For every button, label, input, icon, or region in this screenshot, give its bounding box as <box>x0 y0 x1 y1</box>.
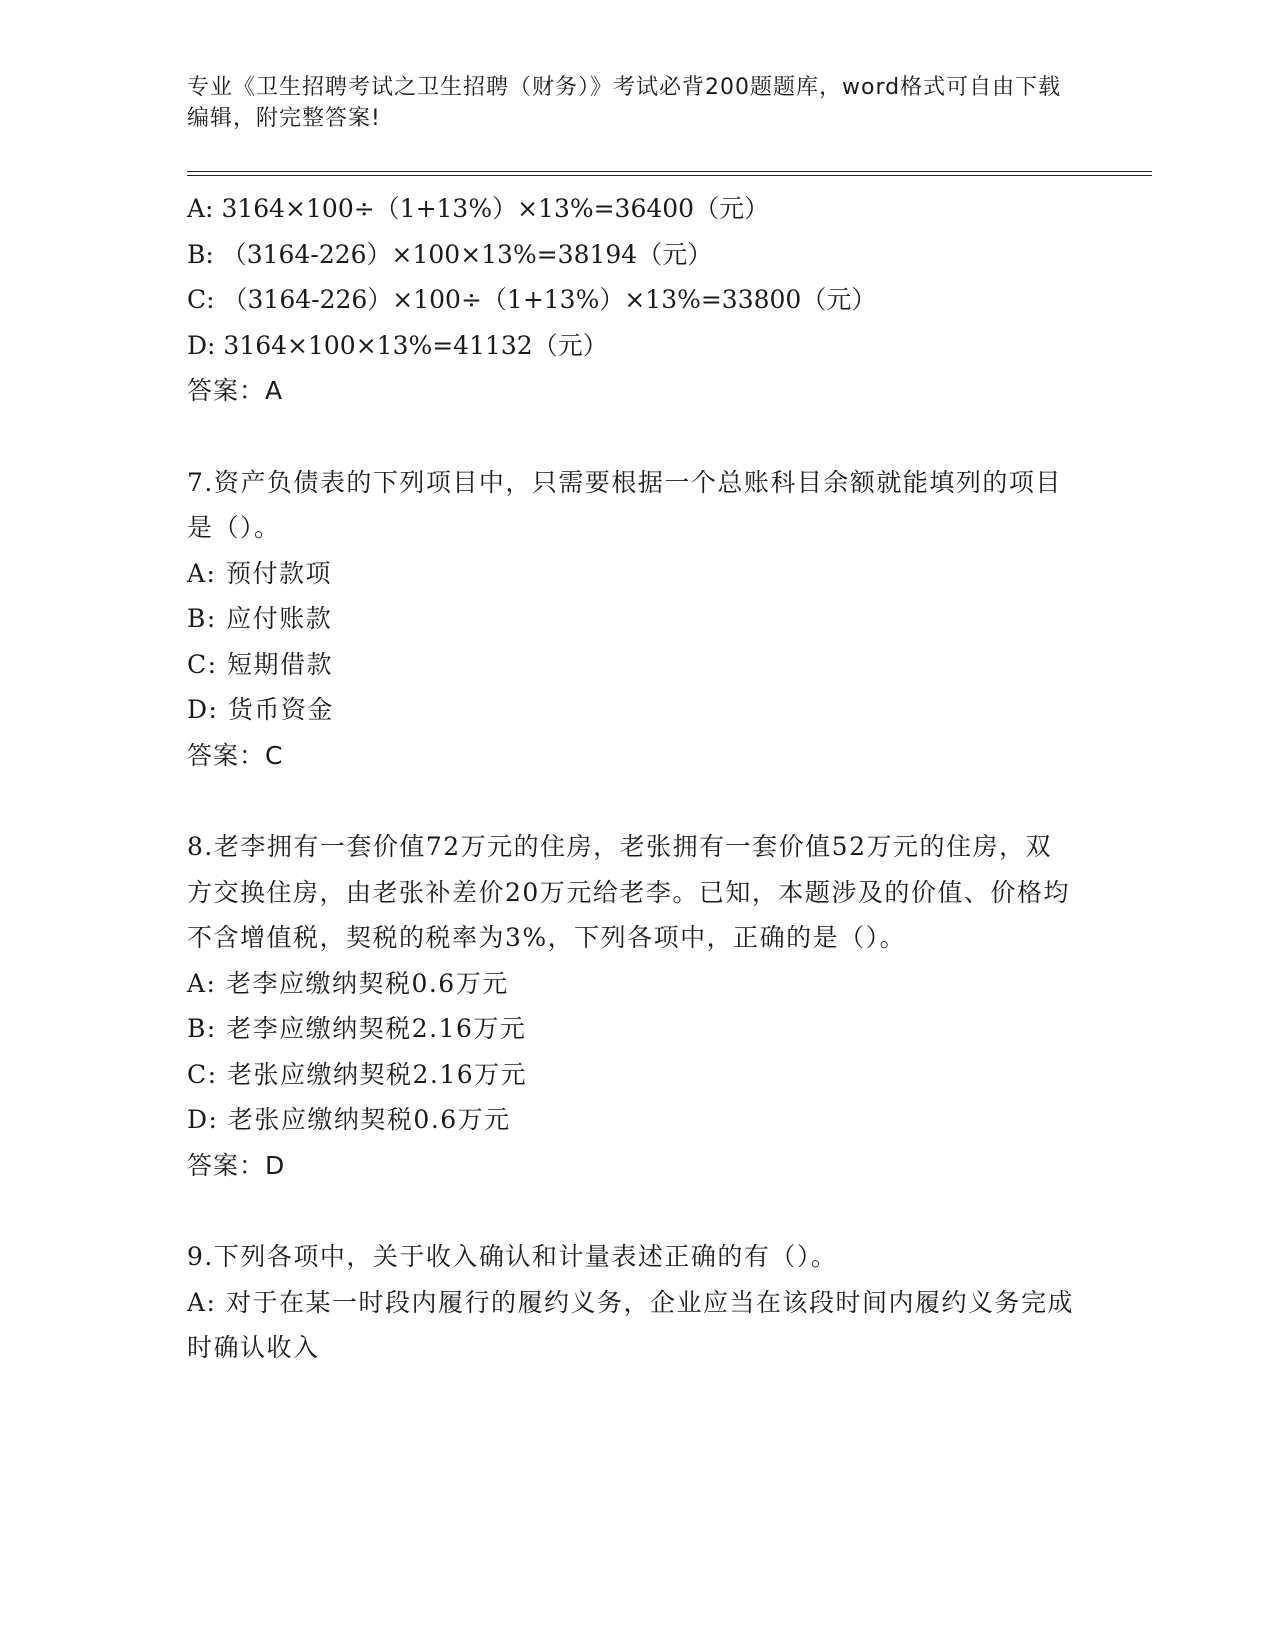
option-c <box>187 277 1077 323</box>
option-text: 短期借款 <box>227 649 334 679</box>
option-a <box>187 1280 1077 1371</box>
option-letter: D: <box>187 330 216 360</box>
option-text: 老李应缴纳契税0.6万元 <box>225 968 509 998</box>
option-text: 老李应缴纳契税2.16万元 <box>226 1014 527 1043</box>
header-divider-bottom <box>187 175 1152 176</box>
option-text: 老张应缴纳契税0.6万元 <box>227 1105 511 1134</box>
option-text: 3164×100×13%=41132（元） <box>223 330 608 360</box>
option-letter: C: <box>187 649 218 679</box>
option-d <box>187 323 1077 369</box>
option-text: 对于在某一时段内履行的履约义务，企业应当在该段时间内履约义务完成时确认收入 <box>187 1287 1074 1362</box>
header-title: 专业《卫生招聘考试之卫生招聘（财务）》考试必背200题题库，word格式可自由下载编辑，附完整答案! <box>187 75 1062 131</box>
option-letter: D: <box>187 695 219 724</box>
option-text: 3164×100÷（1+13%）×13%=36400（元） <box>221 194 770 223</box>
question-8 <box>187 824 1077 1188</box>
option-d <box>187 687 1077 733</box>
document-header <box>187 72 1067 134</box>
answer-label: 答案： <box>187 740 266 770</box>
option-letter: A: <box>187 1287 217 1317</box>
answer-line <box>187 733 1077 779</box>
option-letter: B: <box>187 1014 217 1043</box>
option-text: 货币资金 <box>227 695 334 724</box>
answer-value: A <box>265 376 284 405</box>
document-body <box>187 186 1077 1371</box>
answer-value: C <box>265 740 284 770</box>
answer-line <box>187 368 1077 414</box>
option-c <box>187 642 1077 688</box>
option-c <box>187 1052 1077 1098</box>
option-a <box>187 961 1077 1007</box>
option-d <box>187 1097 1077 1143</box>
option-letter: A: <box>187 968 217 998</box>
option-text: 预付款项 <box>225 558 332 588</box>
option-letter: B: <box>187 604 217 633</box>
option-letter: D: <box>187 1105 219 1134</box>
question-7 <box>187 460 1077 779</box>
option-text: 应付账款 <box>226 604 333 633</box>
option-letter: C: <box>187 1059 218 1089</box>
answer-line <box>187 1143 1077 1189</box>
question-6-tail <box>187 186 1077 414</box>
option-letter: B: <box>187 239 214 269</box>
question-stem: 9.下列各项中，关于收入确认和计量表述正确的有（）。 <box>187 1242 838 1271</box>
header-divider-top <box>187 171 1152 172</box>
option-b <box>187 596 1077 642</box>
option-text: （3164-226）×100×13%=38194（元） <box>221 239 713 269</box>
answer-value: D <box>265 1150 286 1180</box>
option-letter: A: <box>187 194 214 223</box>
answer-label: 答案： <box>187 376 266 405</box>
option-text: 老张应缴纳契税2.16万元 <box>227 1059 528 1089</box>
option-b <box>187 232 1077 278</box>
option-text: （3164-226）×100÷（1+13%）×13%=33800（元） <box>222 285 877 314</box>
answer-label: 答案： <box>187 1150 266 1180</box>
option-a <box>187 551 1077 597</box>
option-letter: A: <box>187 558 217 588</box>
option-b <box>187 1006 1077 1052</box>
question-stem: 8.老李拥有一套价值72万元的住房，老张拥有一套价值52万元的住房，双方交换住房，由老张补差价20万元给老李。已知，本题涉及的价值、价格均不含增值税，契税的税率为3%，下列各项中，正确的是（）。 <box>187 832 1070 952</box>
question-stem: 7.资产负债表的下列项目中，只需要根据一个总账科目余额就能填列的项目是（）。 <box>187 467 1062 542</box>
option-a <box>187 186 1077 232</box>
option-letter: C: <box>187 285 215 314</box>
question-9 <box>187 1234 1077 1371</box>
